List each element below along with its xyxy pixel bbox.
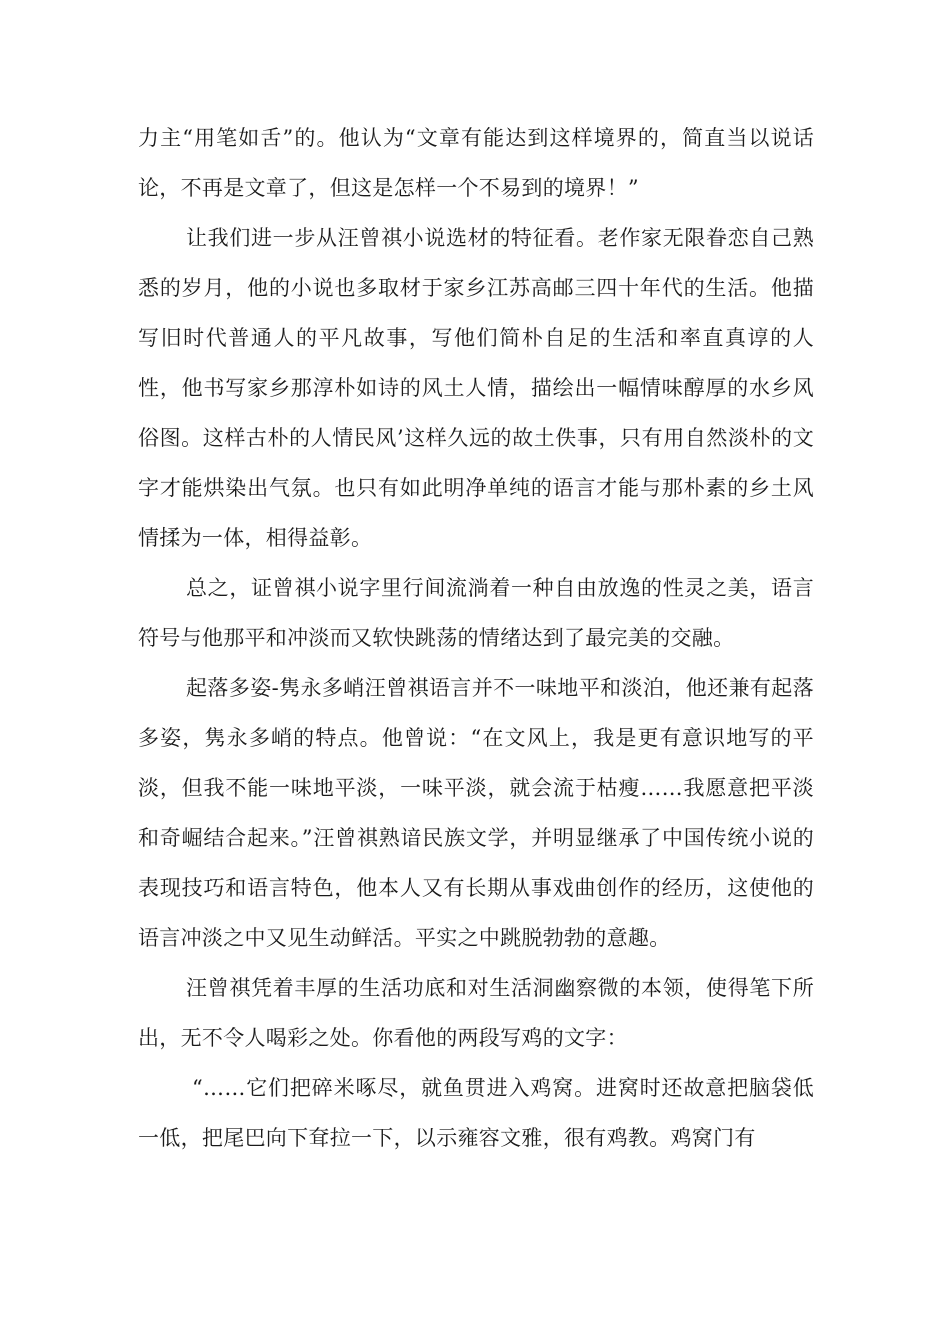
paragraph-5: 汪曾祺凭着丰厚的生活功底和对生活洞幽察微的本领，使得笔下所出，无不令人喝彩之处。你看他的两段写鸡的文字： bbox=[138, 976, 814, 1050]
paragraph-1: 力主“用笔如舌”的。他认为“文章有能达到这样境界的，简直当以说话论，不再是文章了，但这是怎样一个不易到的境界！” bbox=[138, 126, 814, 200]
paragraph-3: 总之，证曾祺小说字里行间流淌着一种自由放逸的性灵之美，语言符号与他那平和冲淡而又软快跳荡的情绪达到了最完美的交融。 bbox=[138, 576, 814, 650]
paragraph-4: 起落多姿-隽永多峭汪曾祺语言并不一味地平和淡泊，他还兼有起落多姿，隽永多峭的特点。他曾说：“在文风上，我是更有意识地写的平淡，但我不能一味地平淡，一味平淡，就会流于枯瘦……我愿意把平淡和奇崛结合起来。”汪曾祺熟谙民族文学，并明显继承了中国传统小说的表现技巧和语言特色，他本人又有长期从事戏曲创作的经历，这使他的语言冲淡之中又见生动鲜活。平实之中跳脱勃勃的意趣。 bbox=[138, 676, 814, 950]
document-body bbox=[138, 113, 814, 1163]
paragraph-6-quote: “……它们把碎米啄尽，就鱼贯进入鸡窝。进窝时还故意把脑袋低一低，把尾巴向下耷拉一下，以示雍容文雅，很有鸡教。鸡窝门有 bbox=[138, 1076, 814, 1150]
paragraph-2: 让我们进一步从汪曾祺小说选材的特征看。老作家无限眷恋自己熟悉的岁月，他的小说也多取材于家乡江苏高邮三四十年代的生活。他描写旧时代普通人的平凡故事，写他们简朴自足的生活和率直真谆的人性，他书写家乡那淳朴如诗的风土人情，描绘出一幅情味醇厚的水乡风俗图。这样古朴的人情民风’这样久远的故土佚事，只有用自然淡朴的文字才能烘染出气氛。也只有如此明净单纯的语言才能与那朴素的乡土风情揉为一体，相得益彰。 bbox=[138, 226, 814, 550]
